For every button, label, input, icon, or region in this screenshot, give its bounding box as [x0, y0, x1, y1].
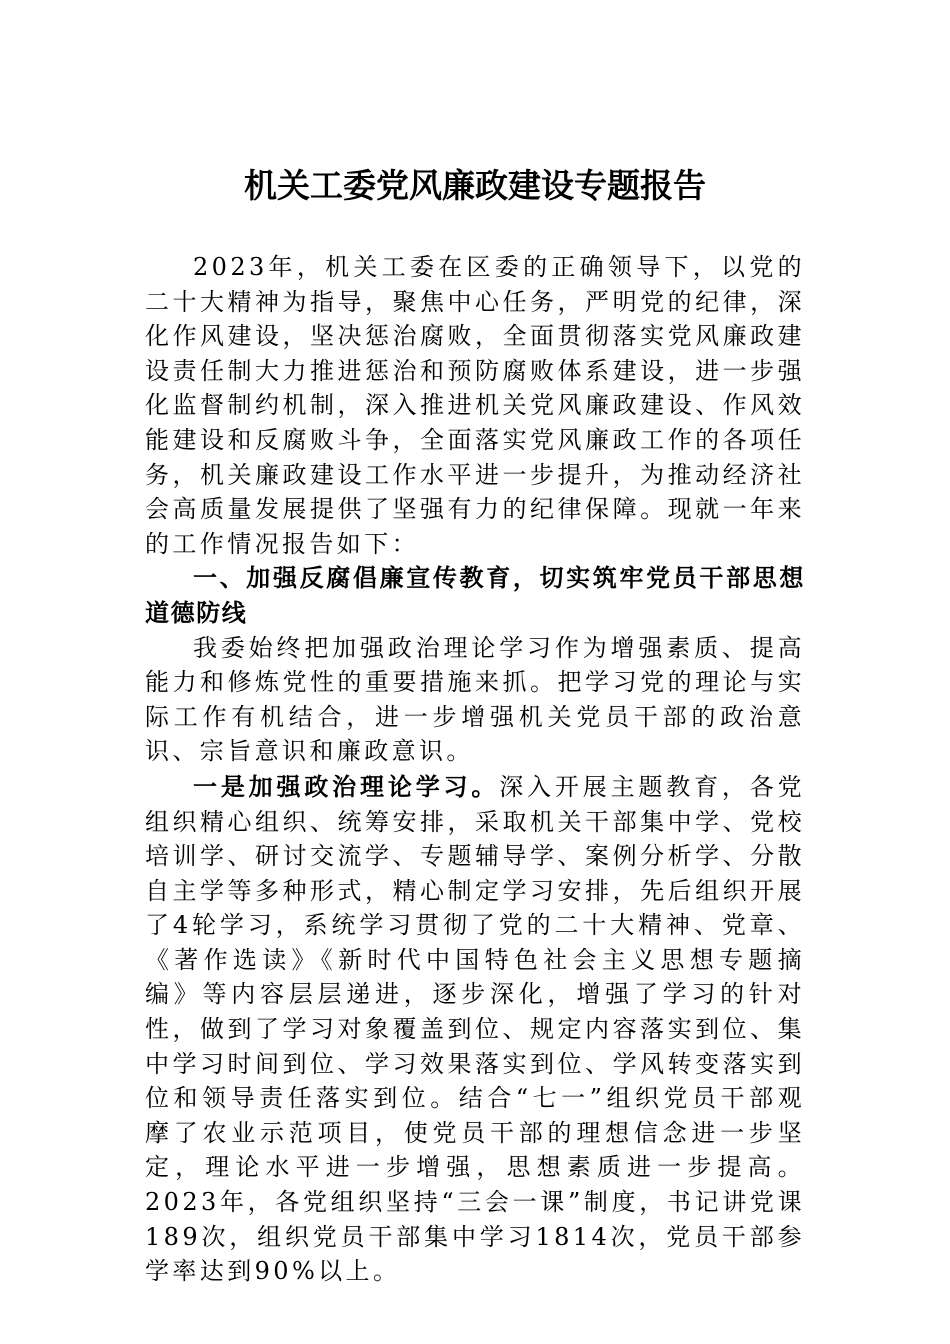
item-paragraph — [145, 770, 805, 1289]
section-paragraph: 我委始终把加强政治理论学习作为增强素质、提高能力和修炼党性的重要措施来抓。把学习党的理论与实际工作有机结合，进一步增强机关党员干部的政治意识、宗旨意识和廉政意识。 — [145, 633, 805, 766]
document-title: 机关工委党风廉政建设专题报告 — [244, 166, 706, 205]
document-body — [145, 250, 805, 1289]
item-lead: 一是加强政治理论学习。 — [193, 771, 500, 801]
section-heading: 一、加强反腐倡廉宣传教育，切实筑牢党员干部思想道德防线 — [145, 563, 805, 627]
item-body: 深入开展主题教育，各党组织精心组织、统筹安排，采取机关干部集中学、党校培训学、研讨交流学、专题辅导学、案例分析学、分散自主学等多种形式，精心制定学习安排，先后组织开展了4轮学习，系统学习贯彻了党的二十大精神、党章、《著作选读》《新时代中国特色社会主义思想专题摘编》等内容层层递进，逐步深化，增强了学习的针对性，做到了学习对象覆盖到位、规定内容落实到位、集中学习时间到位、学习效果落实到位、学风转变落实到位和领导责任落实到位。结合“七一”组织党员干部观摩了农业示范项目，使党员干部的理想信念进一步坚定，理论水平进一步增强，思想素质进一步提高。2023年，各党组织坚持“三会一课”制度，书记讲党课189次，组织党员干部集中学习1814次，党员干部参学率达到90%以上。 — [145, 772, 805, 1286]
intro-paragraph: 2023年，机关工委在区委的正确领导下，以党的二十大精神为指导，聚焦中心任务，严明党的纪律，深化作风建设，坚决惩治腐败，全面贯彻落实党风廉政建设责任制大力推进惩治和预防腐败体系建设，进一步强化监督制约机制，深入推进机关党风廉政建设、作风效能建设和反腐败斗争，全面落实党风廉政工作的各项任务，机关廉政建设工作水平进一步提升，为推动经济社会高质量发展提供了坚强有力的纪律保障。现就一年来的工作情况报告如下： — [145, 253, 805, 558]
document-page — [145, 0, 805, 1289]
